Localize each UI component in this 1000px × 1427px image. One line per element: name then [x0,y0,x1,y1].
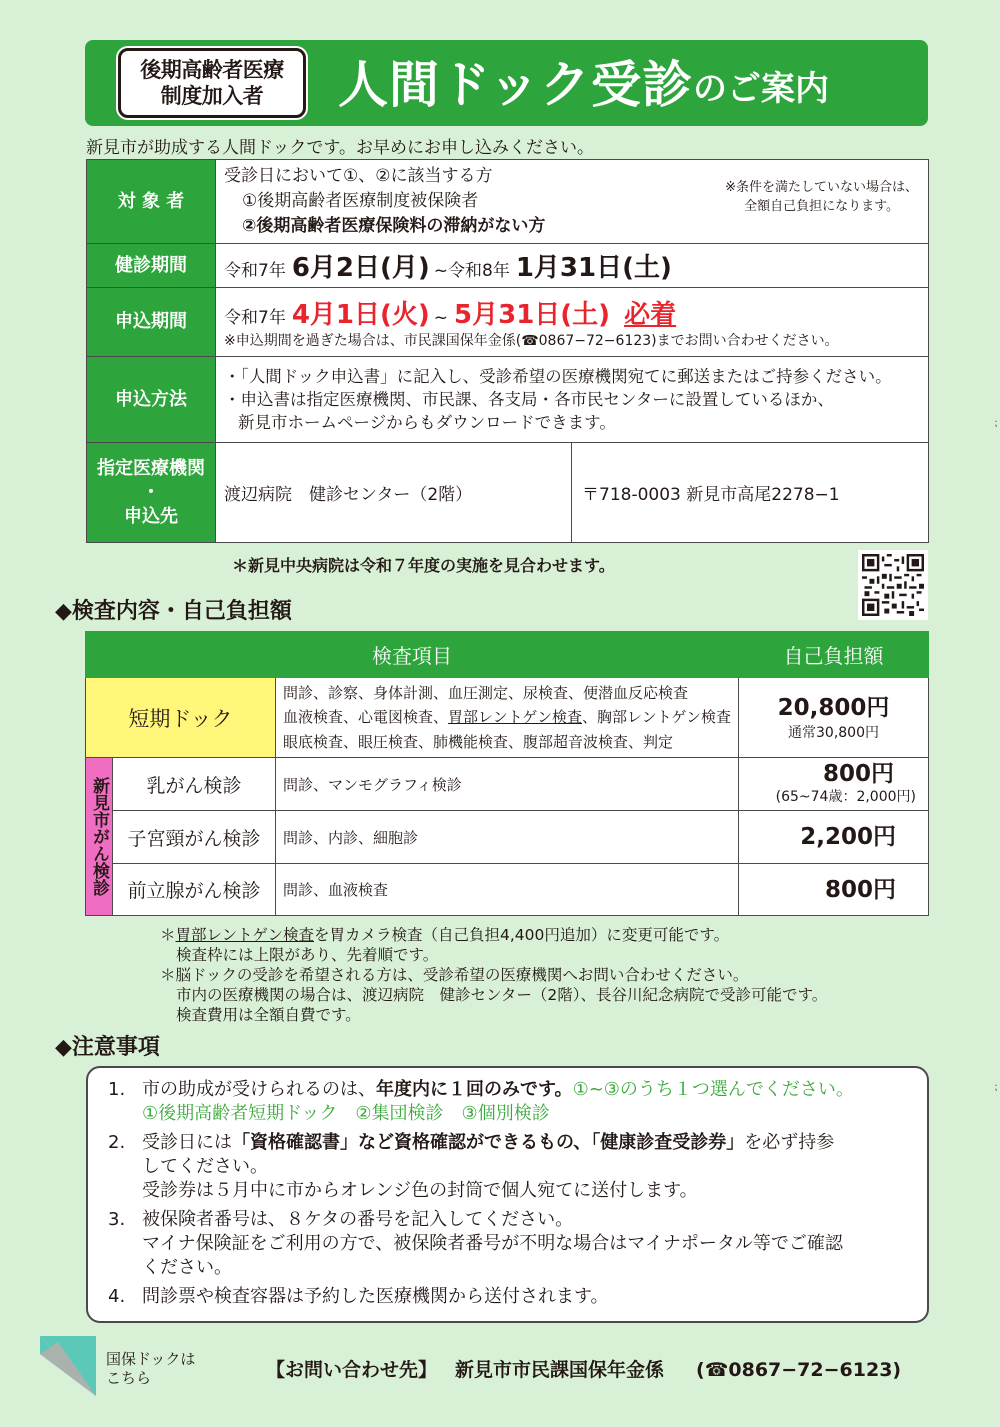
contact-tel: (☎0867−72−6123) [696,1359,902,1381]
short-dock-price: 20,800円 通常30,800円 [739,678,929,758]
row-application-method [87,357,929,443]
header-exam-items: 検査項目 [86,632,739,678]
page-curl-icon[interactable] [40,1336,96,1396]
badge-line1: 後期高齢者医療 [140,58,284,82]
short-dock-items: 問診、診察、身体計測、血圧測定、尿検査、便潜血反応検査 血液検査、心電図検査、胃部レントゲン検査、胸部レントゲン検査 眼底検査、眼圧検査、肺機能検査、腹部超音波検査、判定 [275,678,738,758]
note-item: 2. 受診日には「資格確認書」など資格確認ができるもの、「健康診査受診券」を必ず持参 してください。 受診券は５月中に市からオレンジ色の封筒で個人宛てに送付します。 [108,1132,835,1201]
exam-items: 問診、内診、細胞診 [275,811,738,864]
table-row [86,811,929,864]
header-cost: 自己負担額 [739,632,929,678]
eligibility-note: ※条件を満たしていない場合は、 全額自己負担になります。 [725,180,918,214]
contact-info [266,1355,901,1382]
institution-name: 渡辺病院 健診センター（2階） [216,443,572,543]
exam-items: 問診、血液検査 [275,864,738,916]
exam-name: 子宮頸がん検診 [112,811,275,864]
exam-name: 前立腺がん検診 [112,864,275,916]
exam-price: 800円 [739,864,929,916]
table-row [86,758,929,811]
exam-period-dates: 令和7年 6月2日(月) ~令和8年 1月31日(土) [224,253,672,283]
method-line3: 新見市ホームページからもダウンロードできます。 [238,413,616,432]
deadline-badge: 必着 [624,299,677,330]
label-application-period: 申込期間 [87,288,216,357]
page-title [338,52,829,114]
note-item: 4. 問診票や検査容器は予約した医療機関から送付されます。 [108,1286,609,1307]
short-dock-name: 短期ドック [86,678,276,758]
exam-price: 2,200円 [739,811,929,864]
crop-mark: ⁏ [994,418,998,429]
qr-code-icon [862,554,924,616]
row-exam-period [87,244,929,288]
application-period-dates: 令和7年 4月1日(火) ~ 5月31日(土) 必着 [224,294,920,331]
application-period-note: ※申込期間を過ぎた場合は、市民課国保年金係(☎0867−72−6123)までお問い合わせください。 [224,332,839,349]
contact-label: 【お問い合わせ先】 [266,1359,438,1381]
row-application-period [87,288,929,357]
crop-mark: ⁏ [994,1082,998,1093]
note-item: 3. 被保険者番号は、８ケタの番号を記入してください。 マイナ保険証をご利用の方で、被保険者番号が不明な場合はマイナポータル等でご確認 ください。 [108,1209,843,1278]
notes-box [86,1066,929,1323]
method-line1: ・「人間ドック申込書」に記入し、受診希望の医療機関宛てに郵送またはご持参ください。 [224,367,892,386]
row-institution [87,443,929,543]
method-line2: ・申込書は指定医療機関、市民課、各支局・各市民センターに設置しているほか、 [224,390,834,409]
label-eligibility: 対 象 者 [87,160,216,244]
kokuho-dock-link[interactable]: 国保ドックは こちら [106,1350,196,1387]
exam-price: 800円 (65~74歳：2,000円) [739,758,929,811]
label-institution: 指定医療機関 ・ 申込先 [87,443,216,543]
table-row-short-dock [86,678,929,758]
eligibility-badge [118,48,306,118]
eligibility-cond2: ②後期高齢者医療保険料の滞納がない方 [242,216,546,236]
row-eligibility [87,160,929,244]
badge-line2: 制度加入者 [160,84,264,108]
caveat-text: ＊新見中央病院は令和７年度の実施を見合わせます。 [232,556,615,575]
eligibility-intro: 受診日において①、②に該当する方 [224,166,493,186]
label-exam-period: 健診期間 [87,244,216,288]
exam-table [85,631,929,916]
city-cancer-screening-label: 新見市がん検診 [86,758,113,916]
section-heading-exam: ◆検査内容・自己負担額 [55,599,292,624]
qr-code[interactable] [858,550,928,620]
table-row [86,864,929,916]
info-table [86,159,929,543]
exam-name: 乳がん検診 [112,758,275,811]
section-heading-notes: ◆注意事項 [55,1035,160,1060]
eligibility-cond1: ①後期高齢者医療制度被保険者 [242,191,479,211]
exam-items: 問診、マンモグラフィ検診 [275,758,738,811]
exam-footnotes: ＊胃部レントゲン検査を胃カメラ検査（自己負担4,400円追加）に変更可能です。 検査枠には上限があり、先着順です。 ＊脳ドックの受診を希望される方は、受診希望の医療機関へお問い合わせください。 市内の医療機関の場合は、渡辺病院 健診センター（2階）、長谷川紀念病院で受診可能です。 検査費用は全額自費です。 [160,926,828,1024]
label-application-method: 申込方法 [87,357,216,443]
contact-dept: 新見市市民課国保年金係 [455,1359,665,1381]
title-suffix: のご案内 [693,69,829,109]
title-main: 人間ドック受診 [338,56,693,114]
exam-table-header [86,632,929,678]
intro-text: 新見市が助成する人間ドックです。お早めにお申し込みください。 [86,138,594,158]
institution-address: 〒718-0003 新見市高尾2278−1 [572,443,929,543]
note-item: 1. 市の助成が受けられるのは、年度内に１回のみです。①~③のうち１つ選んでください。 ①後期高齢者短期ドック ②集団検診 ③個別検診 [108,1079,854,1124]
